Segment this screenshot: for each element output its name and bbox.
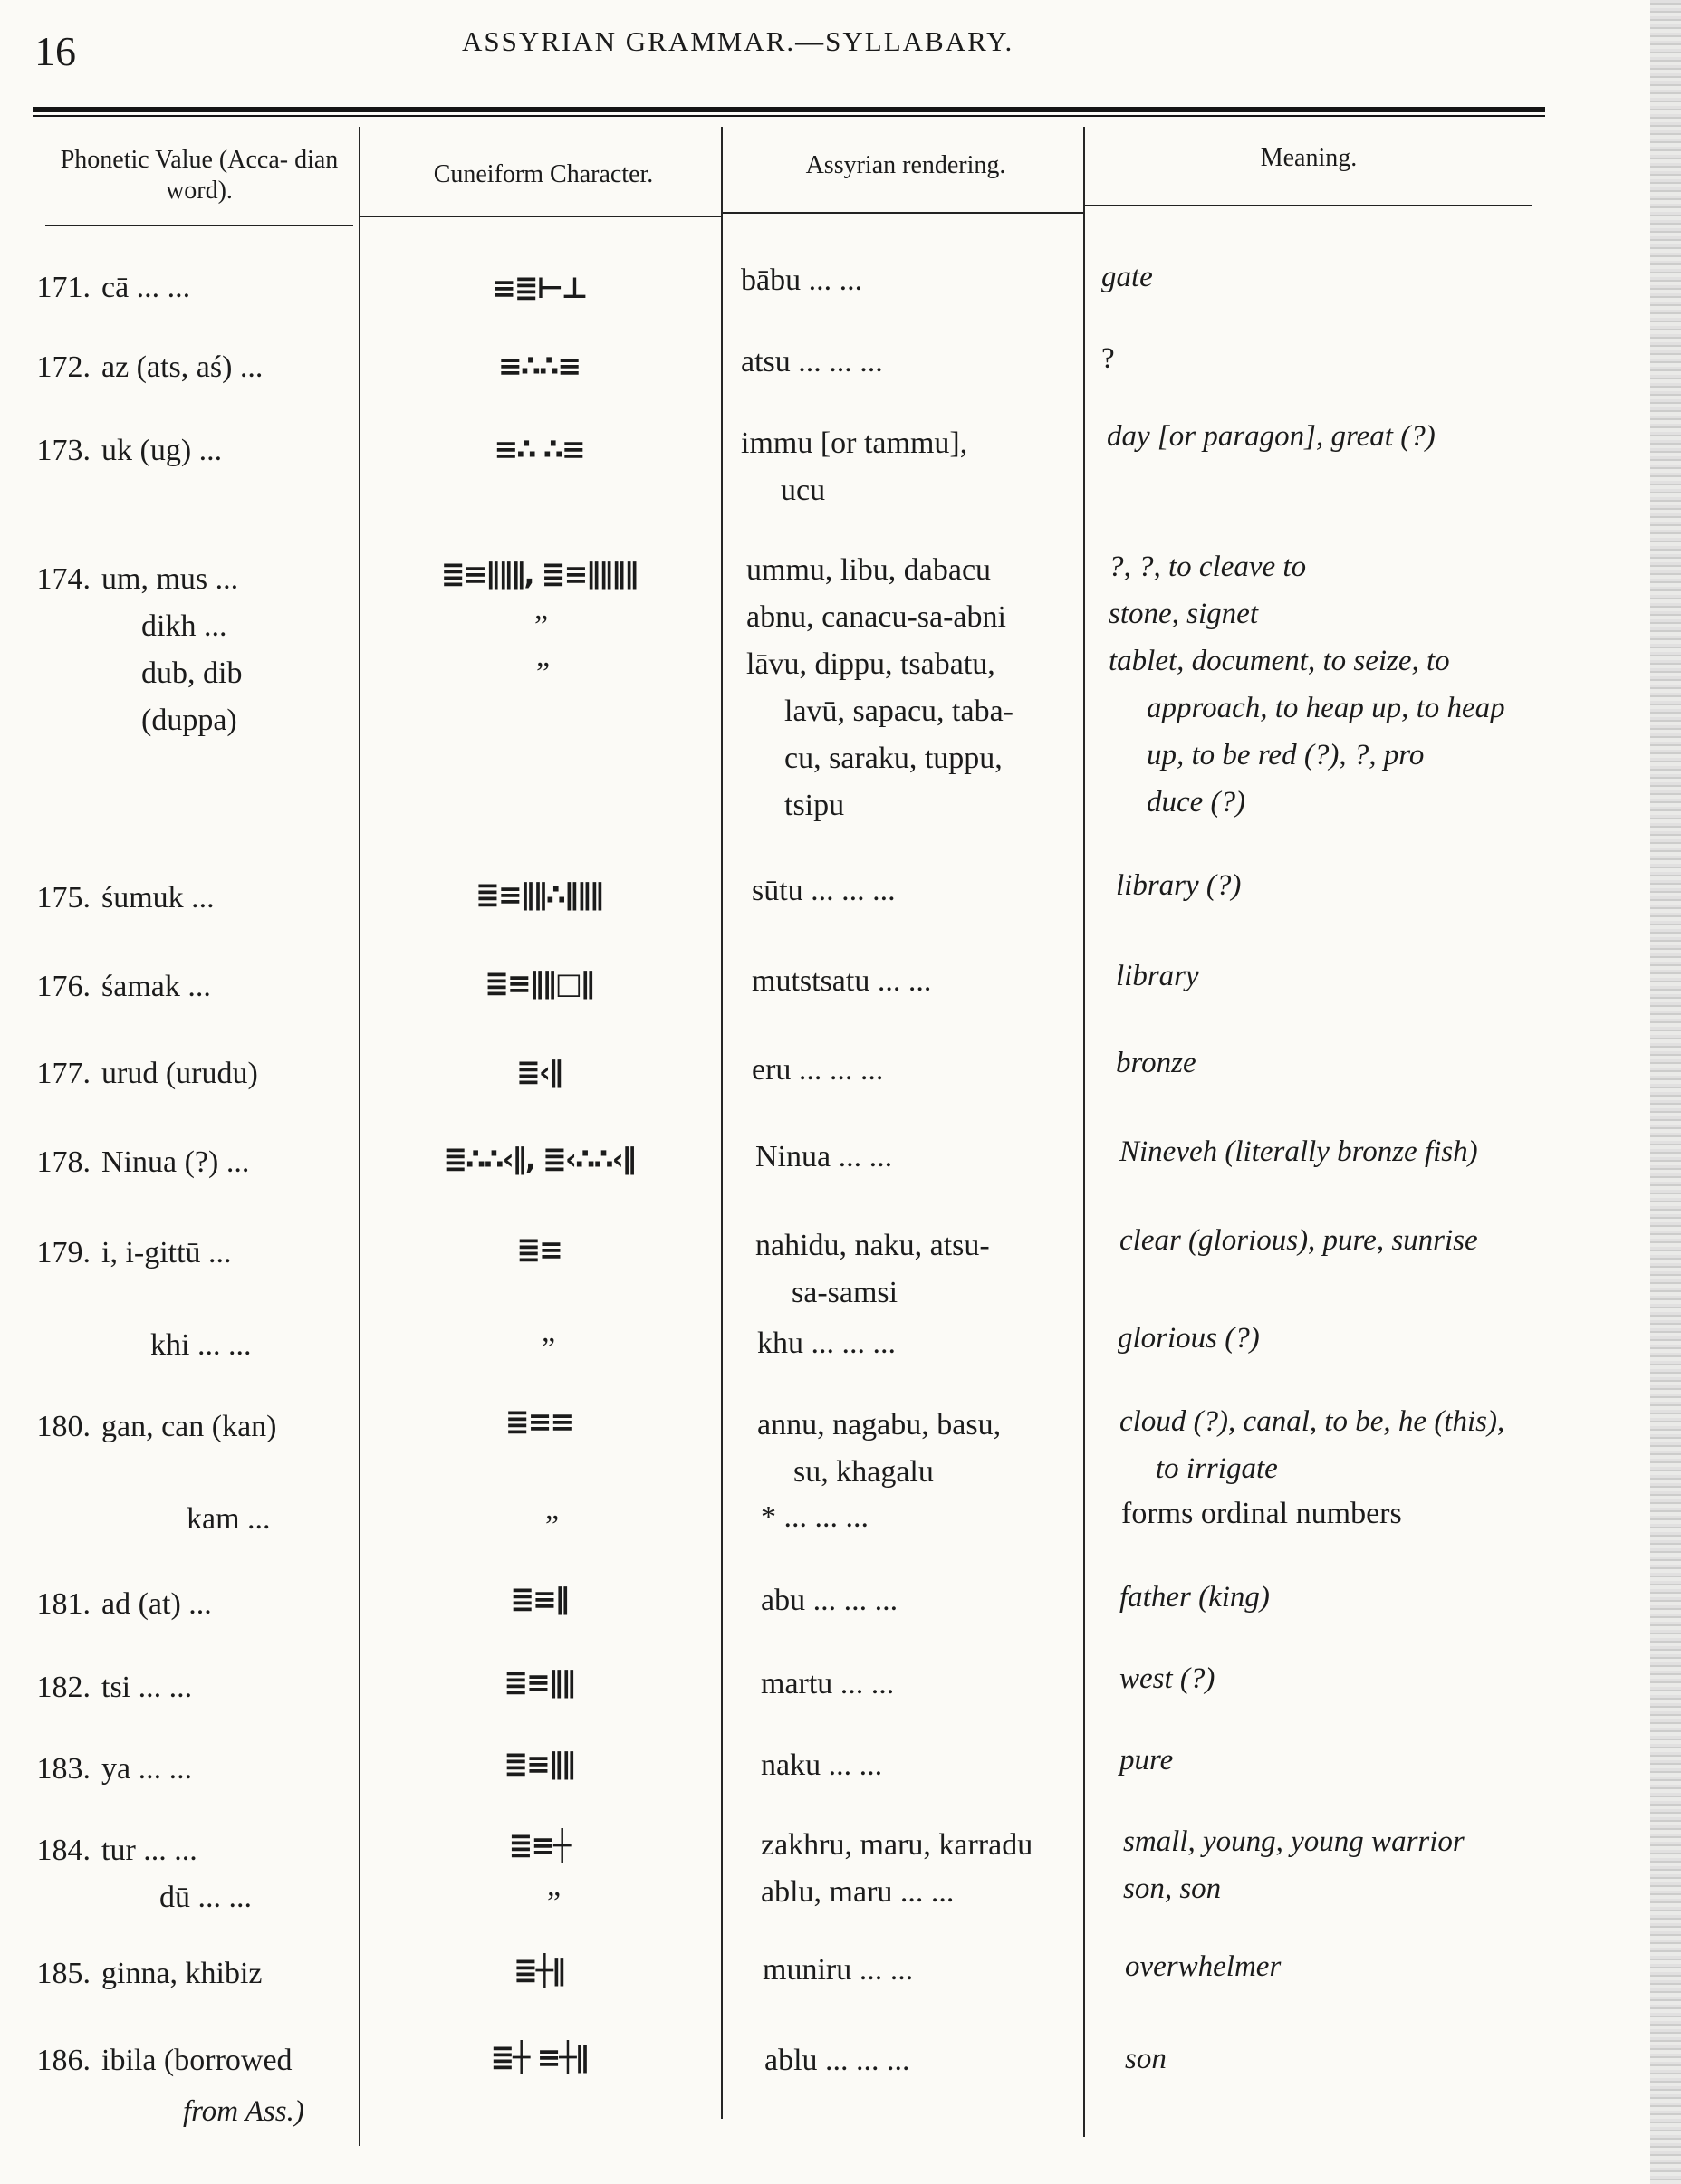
row-number: 176. (36, 970, 91, 1003)
running-head: ASSYRIAN GRAMMAR.—SYLLABARY. (462, 25, 1014, 57)
row-175-meaning: library (?) (1116, 869, 1242, 902)
row-184-meaning-line2: son, son (1123, 1873, 1222, 1905)
row-172-assyrian: atsu ... ... ... (741, 345, 883, 378)
row-180-phonetic-line2: kam ... (187, 1502, 271, 1536)
row-186-phonetic (0, 2037, 293, 2084)
phonetic-value: uk (ug) ... (101, 434, 223, 467)
row-number: 178. (36, 1145, 91, 1179)
phonetic-value: i, i-gittū ... (101, 1236, 232, 1269)
row-174-assyrian-line4: lavū, sapacu, taba- (784, 694, 1013, 728)
top-rule-thin (33, 115, 1545, 117)
row-172-phonetic (0, 344, 263, 391)
header-rule-4 (1085, 205, 1532, 206)
row-174-phonetic-line4: (duppa) (141, 704, 237, 737)
row-180-meaning: cloud (?), canal, to be, he (this), (1119, 1405, 1505, 1438)
row-181-meaning: father (king) (1119, 1581, 1270, 1614)
row-174-assyrian-line2: abnu, canacu-sa-abni (746, 600, 1006, 634)
row-175-cuneiform: ≣≡∥∥∴∥∥∥ (475, 877, 602, 912)
row-174-meaning-line6: duce (?) (1147, 786, 1246, 819)
row-174-assyrian-line6: tsipu (784, 789, 845, 822)
row-176-cuneiform: ≣≡∥∥□∥ (485, 966, 593, 1001)
row-185-assyrian: muniru ... ... (763, 1953, 914, 1987)
row-180-phonetic (0, 1403, 277, 1451)
row-181-assyrian: abu ... ... ... (761, 1584, 898, 1617)
column-divider-3 (1083, 127, 1085, 2137)
row-173-assyrian-line2: ucu (781, 474, 826, 507)
row-182-assyrian: martu ... ... (761, 1667, 895, 1700)
row-172-meaning: ? (1101, 342, 1115, 375)
row-number: 180. (36, 1410, 91, 1443)
row-174-cuneiform: ≣≡∥∥∥, ≣≡∥∥∥∥ (440, 557, 638, 591)
phonetic-value: tur ... ... (101, 1834, 197, 1867)
row-180-cuneiform-ditto: ” (545, 1509, 560, 1543)
row-183-meaning: pure (1119, 1744, 1174, 1777)
row-180-meaning-line2: to irrigate (1156, 1452, 1278, 1485)
row-174-phonetic-line3: dub, dib (141, 656, 243, 690)
row-185-meaning: overwhelmer (1125, 1950, 1282, 1983)
header-assyrian: Assyrian rendering. (805, 151, 1006, 179)
row-186-assyrian: ablu ... ... ... (764, 2044, 910, 2077)
row-178-assyrian: Ninua ... ... (755, 1140, 893, 1173)
row-177-cuneiform: ≣‹∥ (516, 1055, 562, 1089)
row-176-assyrian: mutstsatu ... ... (752, 964, 932, 998)
row-174-meaning-line4: approach, to heap up, to heap (1147, 692, 1505, 724)
row-174-meaning-line2: stone, signet (1109, 598, 1258, 630)
row-number: 171. (36, 271, 91, 304)
row-174-cuneiform-ditto-1: ” (534, 609, 549, 643)
row-number: 172. (36, 350, 91, 384)
row-171-meaning: gate (1101, 261, 1153, 293)
header-rule-2 (360, 216, 721, 217)
row-171-phonetic (0, 264, 190, 311)
phonetic-value: um, mus ... (101, 562, 239, 596)
page-edge (1650, 0, 1681, 2184)
row-180-assyrian-line3: * ... ... ... (761, 1500, 869, 1534)
row-173-assyrian: immu [or tammu], (741, 426, 968, 460)
row-182-meaning: west (?) (1119, 1662, 1215, 1695)
row-176-meaning: library (1116, 960, 1199, 992)
row-174-assyrian-line3: lāvu, dippu, tsabatu, (746, 647, 995, 681)
phonetic-value: ya ... ... (101, 1752, 193, 1786)
header-phonetic: Phonetic Value (Acca- dian word). (60, 146, 339, 205)
row-number: 182. (36, 1671, 91, 1704)
row-178-cuneiform: ≣∴∴‹∥, ≣‹∴∴‹∥ (443, 1142, 635, 1176)
row-173-meaning: day [or paragon], great (?) (1107, 420, 1436, 453)
page-number: 16 (34, 28, 76, 74)
row-174-cuneiform-ditto-2: ” (536, 656, 551, 690)
row-175-phonetic (0, 875, 215, 922)
row-184-cuneiform: ≣≡┼ (508, 1828, 570, 1863)
row-number: 181. (36, 1587, 91, 1621)
row-179-phonetic-line2: khi ... ... (150, 1328, 252, 1362)
row-179-phonetic (0, 1230, 232, 1277)
row-number: 173. (36, 434, 91, 467)
row-185-cuneiform: ≣┼∥ (513, 1953, 565, 1988)
row-179-meaning: clear (glorious), pure, sunrise (1119, 1224, 1478, 1257)
phonetic-value: ad (at) ... (101, 1587, 212, 1621)
row-173-phonetic (0, 427, 222, 474)
row-178-phonetic (0, 1139, 249, 1186)
row-181-cuneiform: ≣≡∥ (510, 1582, 568, 1616)
row-184-meaning: small, young, young warrior (1123, 1825, 1465, 1858)
row-184-assyrian: zakhru, maru, karradu (761, 1828, 1033, 1862)
row-177-meaning: bronze (1116, 1047, 1196, 1079)
row-171-cuneiform: ≡≣⊢⊥ (491, 271, 587, 305)
row-182-cuneiform: ≣≡∥∥ (504, 1665, 574, 1700)
row-174-meaning: ?, ?, to cleave to (1109, 551, 1307, 583)
row-178-meaning: Nineveh (literally bronze fish) (1119, 1135, 1478, 1168)
row-179-cuneiform: ≣≡ (516, 1232, 562, 1267)
row-183-phonetic (0, 1746, 192, 1793)
row-179-assyrian: nahidu, naku, atsu- (755, 1229, 990, 1262)
row-182-phonetic (0, 1664, 192, 1711)
row-177-phonetic (0, 1050, 258, 1097)
row-number: 185. (36, 1957, 91, 1990)
row-186-cuneiform: ≣┼ ≡┼∥ (490, 2040, 588, 2074)
row-172-cuneiform: ≡∴∴≡ (497, 349, 581, 383)
phonetic-value: az (ats, aś) ... (101, 350, 264, 384)
row-184-phonetic (0, 1827, 197, 1874)
header-cuneiform: Cuneiform Character. (433, 160, 654, 188)
phonetic-value: urud (urudu) (101, 1057, 258, 1090)
row-number: 175. (36, 881, 91, 915)
row-179-assyrian-line3: khu ... ... ... (757, 1327, 896, 1360)
row-176-phonetic (0, 963, 211, 1011)
row-174-phonetic-line2: dikh ... (141, 609, 227, 643)
row-185-phonetic (0, 1950, 263, 1997)
phonetic-value: tsi ... ... (101, 1671, 193, 1704)
row-183-cuneiform: ≣≡∥∥ (504, 1747, 574, 1781)
row-number: 183. (36, 1752, 91, 1786)
row-186-phonetic-line2: from Ass.) (183, 2095, 304, 2128)
phonetic-value: gan, can (kan) (101, 1410, 277, 1443)
row-177-assyrian: eru ... ... ... (752, 1053, 884, 1087)
row-174-phonetic (0, 556, 238, 603)
row-174-meaning-line5: up, to be red (?), ?, pro (1147, 739, 1425, 771)
phonetic-value: Ninua (?) ... (101, 1145, 250, 1179)
row-183-assyrian: naku ... ... (761, 1748, 883, 1782)
row-number: 184. (36, 1834, 91, 1867)
row-number: 174. (36, 562, 91, 596)
phonetic-value: ibila (borrowed (101, 2044, 293, 2077)
header-rule-1 (45, 225, 353, 226)
header-meaning: Meaning. (1260, 144, 1358, 172)
row-181-phonetic (0, 1581, 212, 1628)
row-180-assyrian-line2: su, khagalu (793, 1455, 934, 1489)
row-180-assyrian: annu, nagabu, basu, (757, 1408, 1002, 1442)
row-number: 177. (36, 1057, 91, 1090)
row-180-cuneiform: ≣≡≡ (504, 1404, 573, 1439)
phonetic-value: śumuk ... (101, 881, 215, 915)
phonetic-value: ginna, khibiz (101, 1957, 263, 1990)
row-174-assyrian-line5: cu, saraku, tuppu, (784, 742, 1003, 775)
header-rule-3 (723, 212, 1083, 214)
column-divider-2 (721, 127, 723, 2119)
row-174-assyrian: ummu, libu, dabacu (746, 553, 992, 587)
row-179-assyrian-line2: sa-samsi (792, 1276, 898, 1309)
row-186-meaning: son (1125, 2043, 1167, 2075)
row-175-assyrian: sūtu ... ... ... (752, 874, 896, 907)
row-179-meaning-line2: glorious (?) (1118, 1322, 1260, 1355)
phonetic-value: cā ... ... (101, 271, 191, 304)
phonetic-value: śamak ... (101, 970, 211, 1003)
row-174-meaning-line3: tablet, document, to seize, to (1109, 645, 1450, 677)
row-number: 179. (36, 1236, 91, 1269)
row-173-cuneiform: ≡∴ ∴≡ (494, 432, 584, 466)
column-divider-1 (359, 127, 360, 2146)
row-184-cuneiform-ditto: ” (547, 1886, 562, 1920)
row-number: 186. (36, 2044, 91, 2077)
row-180-meaning-line3: forms ordinal numbers (1121, 1497, 1402, 1530)
row-171-assyrian: bābu ... ... (741, 263, 863, 297)
top-rule (33, 107, 1545, 112)
row-184-phonetic-line2: dū ... ... (159, 1881, 252, 1914)
row-179-cuneiform-ditto: ” (542, 1332, 556, 1365)
row-184-assyrian-line2: ablu, maru ... ... (761, 1875, 955, 1909)
